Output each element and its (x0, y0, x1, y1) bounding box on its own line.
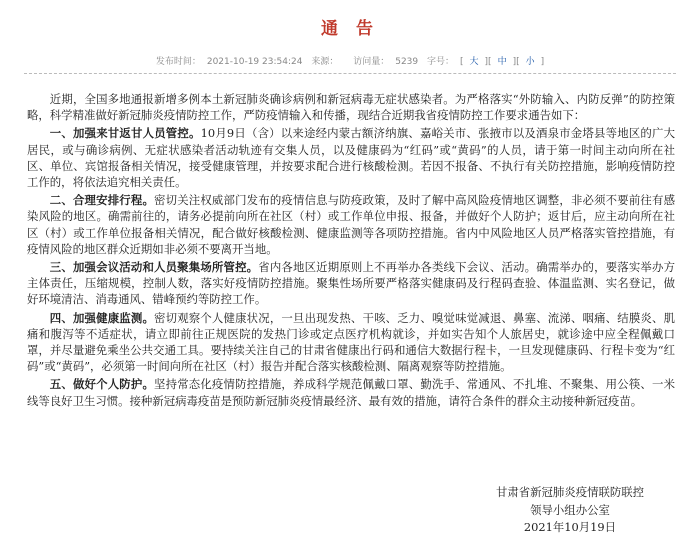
signature-org-line2: 领导小组办公室 (530, 503, 610, 517)
item-paragraph (27, 259, 675, 308)
item-paragraph (27, 310, 675, 375)
publish-time: 2021-10-19 23:54:24 (206, 57, 303, 67)
notice-meta-bar (0, 54, 700, 67)
publish-time-label: 发布时间： (155, 57, 201, 67)
signature-date: 2021年10月19日 (523, 520, 617, 534)
views-count: 5239 (395, 57, 419, 67)
intro-paragraph: 近期，全国多地通报新增多例本土新冠肺炎确诊病例和新冠病毒无症状感染者。为严格落实“外防输入、内防反弹”的防控策略，科学精准做好新冠肺炎疫情防控工作，严防疫情输入和传播，现结合近期我省疫情防控工作要求通告如下： (27, 92, 675, 123)
item-paragraph (27, 192, 675, 257)
notice-title: 通 告 (321, 19, 379, 39)
item-body: 密切观察个人健康状况，一旦出现发热、干咳、乏力、嗅觉味觉减退、鼻塞、流涕、咽痛、结膜炎、肌痛和腹泻等不适症状，请立即前往正规医院的发热门诊或定点医疗机构就诊，并如实告知个人旅居史，就诊途中应全程佩戴口罩，并尽量避免乘坐公共交通工具。要持续关注自己的甘肃省健康出行码和通信大数据行程卡，一旦发现健康码、行程卡变为“红码”或“黄码”，必须第一时间向所在社区（村）报告并配合落实核酸检测、隔离观察等防控措施。 (27, 310, 675, 374)
notice-body (27, 91, 675, 411)
item-heading: 二、合理安排行程。 (49, 193, 155, 208)
font-size-label: 字号： (427, 57, 455, 67)
font-medium-button[interactable]: 中 (497, 57, 507, 67)
font-size-bracket-open: [ (460, 57, 464, 67)
header-divider (24, 73, 676, 74)
source-label: 来源： (311, 57, 339, 67)
item-heading: 五、做好个人防护。 (49, 377, 155, 392)
item-heading: 三、加强会议活动和人员聚集场所管控。 (49, 260, 259, 275)
item-heading: 一、加强来甘返甘人员管控。 (49, 126, 201, 141)
item-heading: 四、加强健康监测。 (49, 310, 155, 325)
font-large-button[interactable]: 大 (469, 57, 479, 67)
font-size-separator: ][ (484, 57, 492, 67)
font-small-button[interactable]: 小 (525, 57, 535, 67)
item-body: 坚持常态化疫情防控措施，养成科学规范佩戴口罩、勤洗手、常通风、不扎堆、不聚集、用公筷、一米线等良好卫生习惯。接种新冠病毒疫苗是预防新冠肺炎疫情最经济、最有效的措施，请符合条件的群众主动接种新冠疫苗。 (27, 377, 675, 408)
item-body: 10月9日（含）以来途经内蒙古额济纳旗、嘉峪关市、张掖市以及酒泉市金塔县等地区的广大居民，或与确诊病例、无症状感染者活动轨迹有交集人员，以及健康码为“红码”或“黄码”的人员，请于第一时间主动向所在社区、单位、宾馆报备相关情况，接受健康管理，并按要求配合进行核酸检测。若因不报备、不执行有关防控措施，影响疫情防控工作的，将依法追究相关责任。 (27, 126, 675, 190)
item-body: 密切关注权威部门发布的疫情信息与防疫政策，及时了解中高风险疫情地区调整，非必须不要前往有感染风险的地区。确需前往的，请务必提前向所在社区（村）或工作单位申报、报备，并做好个人防护；返甘后，应主动向所在社区（村）或工作单位报备相关情况，配合做好核酸检测、健康监测等各项防控措施。省内中风险地区人员严格落实管控措施，有疫情风险的地区群众近期如非必须不要离开当地。 (27, 193, 675, 256)
signature-org-line1: 甘肃省新冠肺炎疫情联防联控 (495, 485, 645, 499)
views-label: 访问量： (353, 57, 390, 67)
item-paragraph (27, 125, 675, 190)
item-body: 省内各地区近期原则上不再举办各类线下会议、活动。确需举办的，要落实举办方主体责任，压缩规模，控制人数，落实好疫情防控措施。聚集性场所要严格落实健康码及行程码查验、体温监测、实名登记，做好环境清洁、消毒通风、错峰预约等防控工作。 (27, 260, 675, 307)
font-size-bracket-close: ] (540, 57, 545, 67)
item-paragraph (27, 376, 675, 408)
font-size-separator: ][ (512, 57, 520, 67)
